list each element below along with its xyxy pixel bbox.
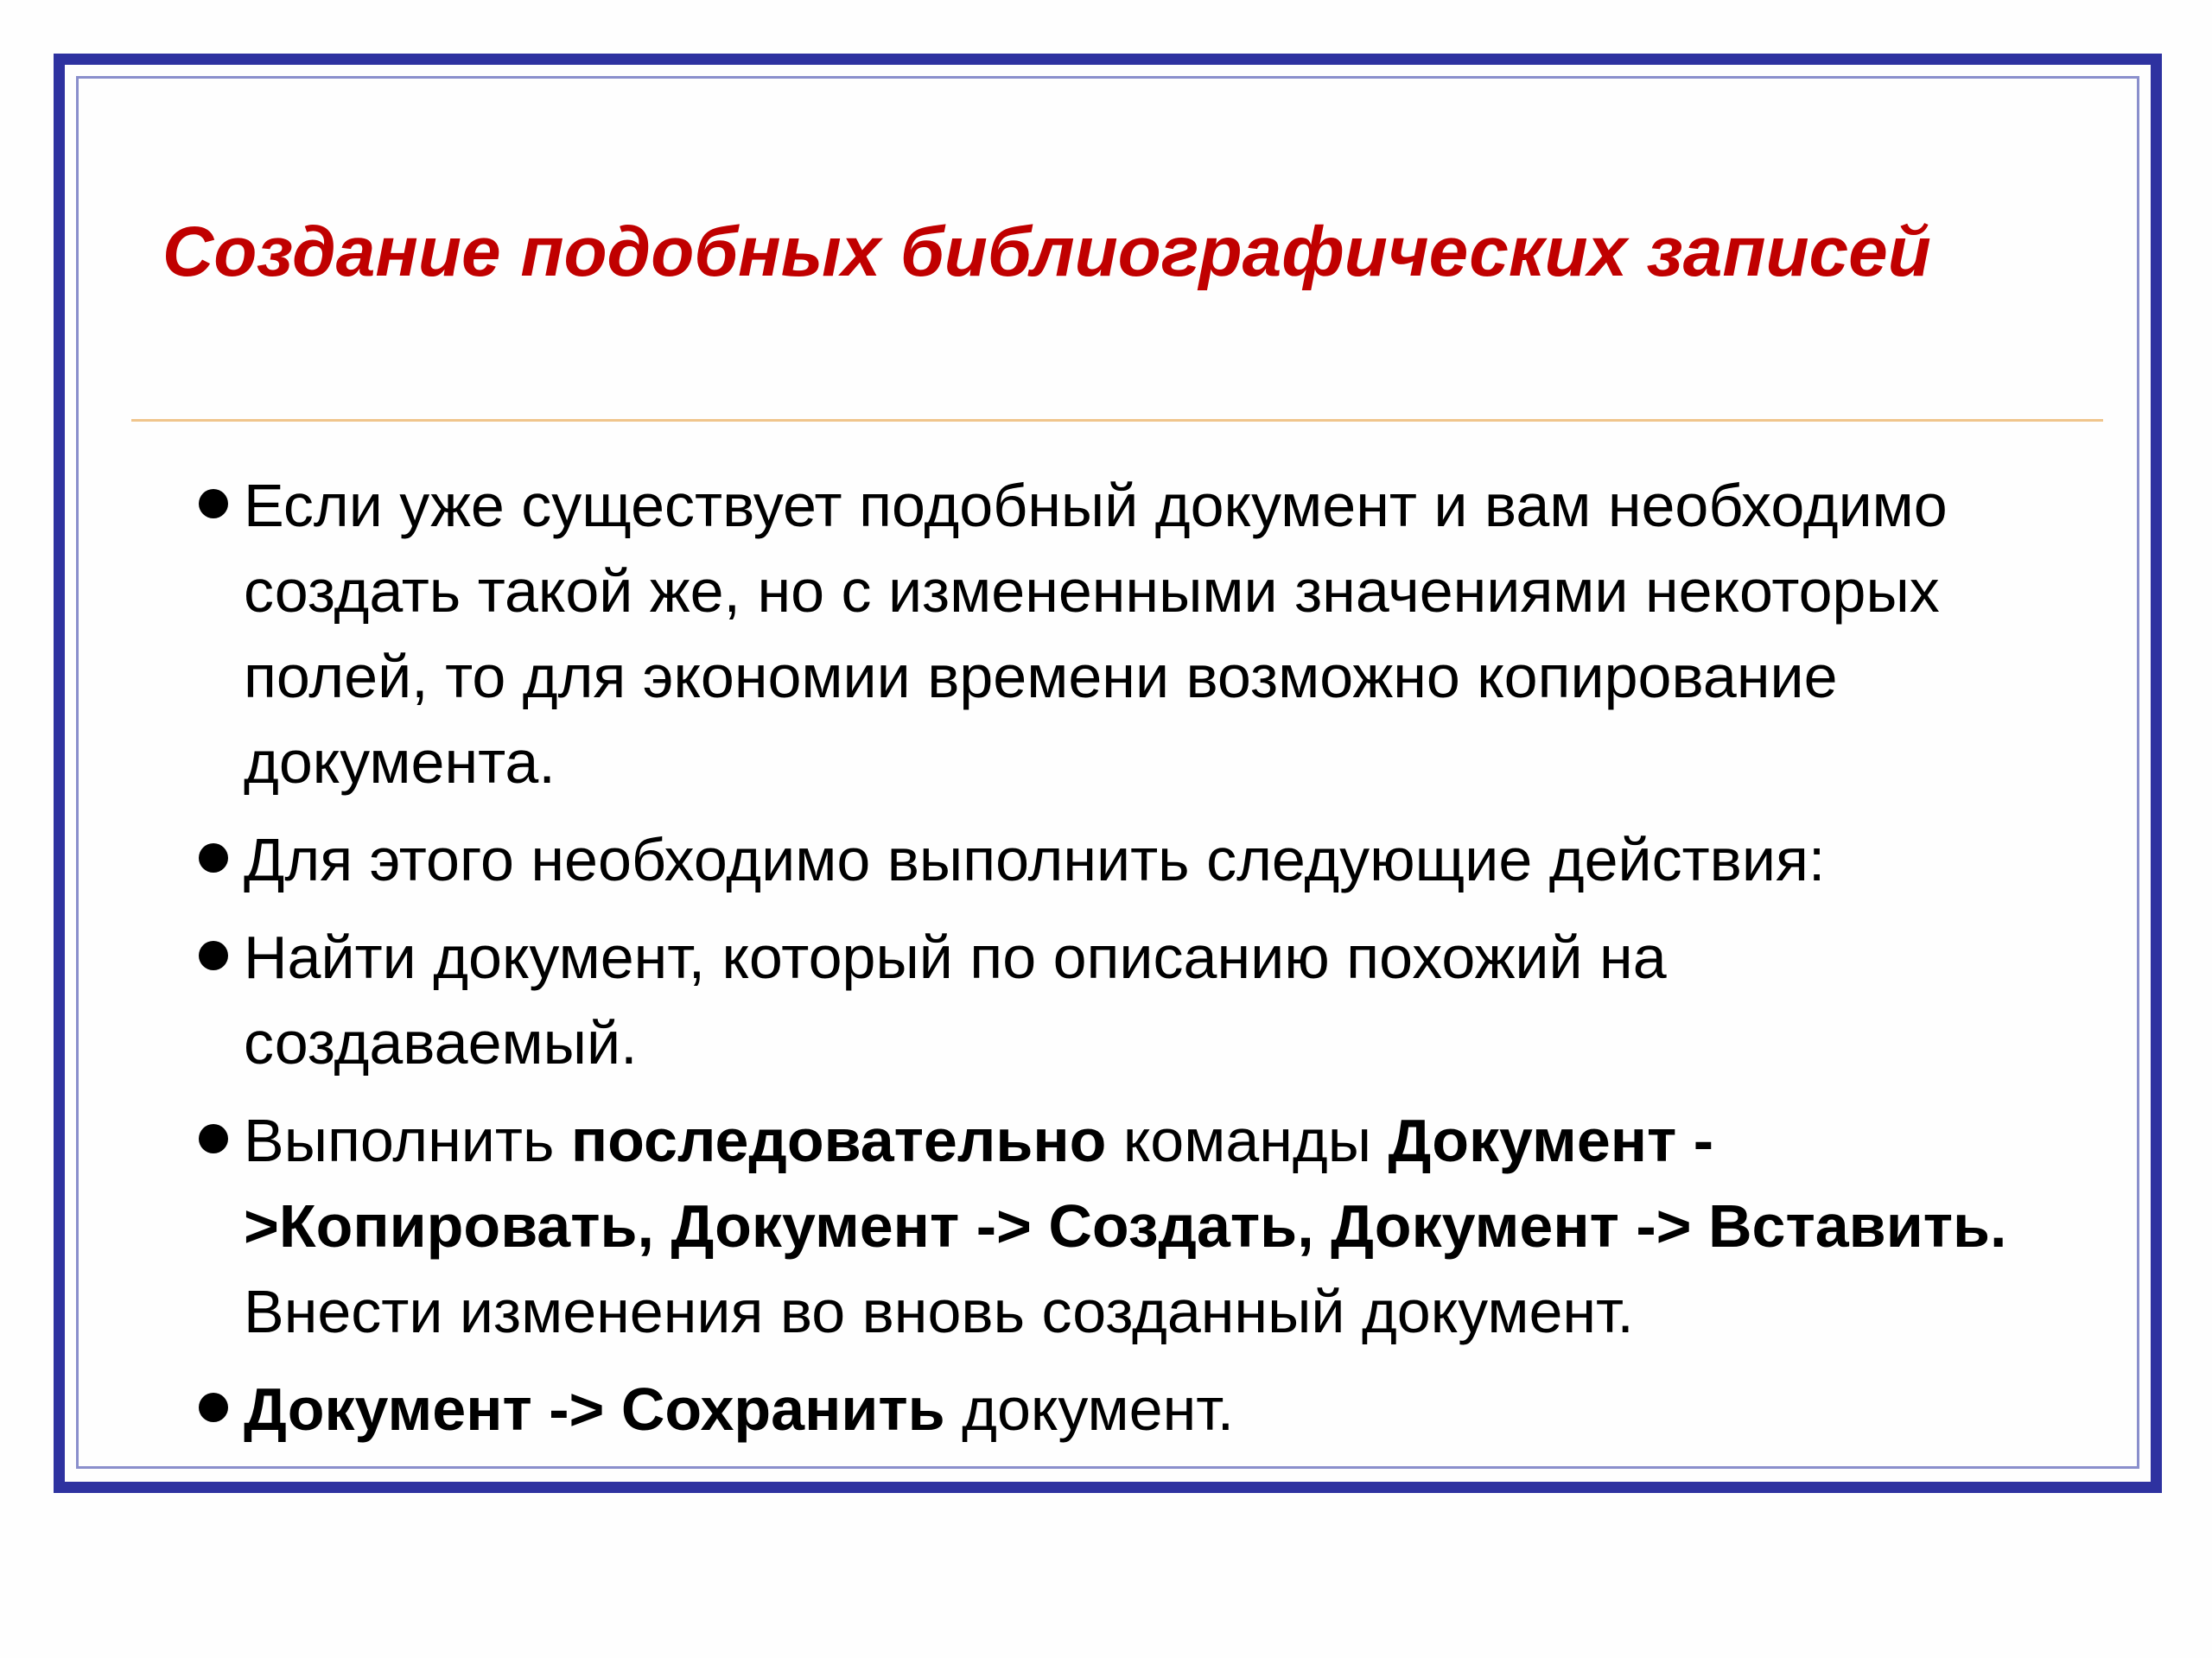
bullet-icon bbox=[199, 843, 228, 873]
bullet-item bbox=[199, 463, 2074, 805]
bullet-text: Для этого необходимо выполнить следующие действия: bbox=[244, 826, 1826, 893]
bullet-text: документ. bbox=[944, 1375, 1235, 1443]
bullet-icon bbox=[199, 1393, 228, 1422]
bullet-icon bbox=[199, 941, 228, 970]
bullet-text-bold: Документ ->Копировать, Документ -> Создать, Документ -> Вставить. bbox=[244, 1107, 2007, 1260]
bullet-text: Выполнить bbox=[244, 1107, 571, 1174]
bullet-item bbox=[199, 915, 2074, 1086]
bullet-icon bbox=[199, 1124, 228, 1153]
bullet-text-bold: Документ -> Сохранить bbox=[244, 1375, 945, 1443]
title-divider bbox=[131, 419, 2103, 422]
bullet-text: Найти документ, который по описанию похожий на создаваемый. bbox=[244, 924, 1667, 1077]
bullet-list bbox=[199, 463, 2074, 1464]
slide-title: Создание подобных библиографических записей bbox=[162, 213, 1931, 291]
bullet-text: Внести изменения во вновь созданный документ. bbox=[244, 1278, 1634, 1345]
bullet-text-bold: последовательно bbox=[570, 1107, 1107, 1174]
bullet-icon bbox=[199, 489, 228, 518]
bullet-text: команды bbox=[1106, 1107, 1389, 1174]
bullet-item bbox=[199, 817, 2074, 903]
bullet-item bbox=[199, 1098, 2074, 1355]
bullet-item bbox=[199, 1367, 2074, 1452]
bullet-text: Если уже существует подобный документ и вам необходимо создать такой же, но с измененными значениями некоторых полей, то для экономии времени возможно копирование документа. bbox=[244, 472, 1948, 796]
